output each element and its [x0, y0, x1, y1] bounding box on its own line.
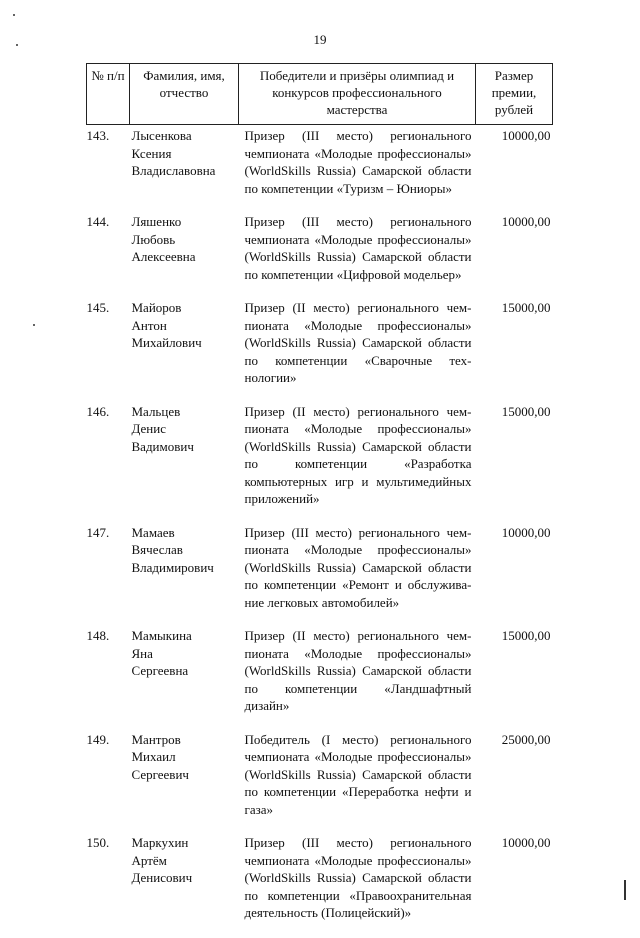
scan-speck — [33, 324, 35, 326]
table-row — [87, 127, 553, 213]
row-patronymic: Владиславовна — [131, 163, 216, 178]
row-first-name: Михаил — [131, 749, 176, 764]
row-number-text: 149. — [86, 731, 110, 747]
row-full-name — [130, 213, 239, 299]
row-amount: 10000,00 — [501, 128, 551, 143]
row-full-name — [130, 731, 239, 835]
row-number-text: 144. — [86, 214, 110, 229]
row-last-name: Мамыкина — [131, 628, 192, 643]
row-amount: 10000,00 — [501, 214, 551, 229]
row-last-name: Майоров — [131, 300, 182, 315]
prizes-table — [86, 63, 553, 938]
row-full-name — [130, 299, 239, 403]
row-number — [87, 213, 130, 299]
row-number — [87, 403, 130, 524]
table-row — [87, 834, 553, 938]
row-number — [87, 299, 130, 403]
row-last-name: Мантров — [131, 731, 181, 747]
row-patronymic: Вадимович — [131, 438, 194, 454]
row-number-text: 145. — [86, 300, 110, 315]
row-last-name: Лысенкова — [131, 128, 192, 143]
table-row — [87, 213, 553, 299]
row-achievement: Призер (III место) регионального чемпионата «Молодые профессионалы» (WorldSkills Russia) Самарской области по компетенции «Цифровой модельер» — [244, 214, 472, 282]
row-first-name: Вячеслав — [131, 542, 183, 557]
row-amount: 15000,00 — [501, 403, 551, 419]
table-row — [87, 299, 553, 403]
row-achievement: Призер (II место) регионального чемпионата «Молодые профессионалы» (WorldSkills Russia) Самарской области по компетенции «Разработка компьютерных игр и мультимедийных приложений» — [244, 403, 472, 506]
row-first-name: Денис — [131, 421, 166, 436]
header-achievement: Победители и призёры олимпиад и конкурсов профессионального мастерства — [239, 64, 476, 125]
row-achievement: Призер (II место) регионального чемпионата «Молодые профессионалы» (WorldSkills Russia) Самарской области по компетенции «Ландшафтный дизайн» — [244, 628, 472, 713]
row-number-text: 147. — [86, 524, 110, 540]
row-patronymic: Владимирович — [131, 559, 214, 575]
row-patronymic: Михайлович — [131, 335, 202, 350]
table-row — [87, 627, 553, 731]
row-first-name: Яна — [131, 645, 153, 661]
header-name: Фамилия, имя, отчество — [130, 64, 239, 125]
row-first-name: Любовь — [131, 231, 176, 247]
row-first-name: Артём — [131, 852, 167, 868]
row-achievement: Призер (III место) регионального чемпионата «Молодые профессионалы» (WorldSkills Russia) Самарской области по компетенции «Туризм – Юниоры» — [244, 128, 472, 196]
row-number — [87, 731, 130, 835]
row-full-name — [130, 627, 239, 731]
row-first-name: Ксения — [131, 145, 172, 161]
row-number — [87, 524, 130, 628]
scan-speck — [16, 44, 18, 46]
row-achievement: Победитель (I место) регионального чемпионата «Молодые профессионалы» (WorldSkills Russia) Самарской области по компетенции «Переработка нефти и газа» — [244, 731, 472, 817]
row-patronymic: Сергеевна — [131, 663, 189, 678]
row-patronymic: Алексеевна — [131, 249, 196, 264]
header-amount: Размер премии, рублей — [476, 64, 553, 125]
row-achievement: Призер (II место) регионального чемпионата «Молодые профессионалы» (WorldSkills Russia) Самарской области по компетенции «Сварочные технологии» — [244, 300, 472, 385]
row-last-name: Ляшенко — [131, 214, 182, 229]
row-first-name: Антон — [131, 317, 167, 333]
row-achievement: Призер (III место) регионального чемпионата «Молодые профессионалы» (WorldSkills Russia) Самарской области по компетенции «Ремонт и обслуживание легковых автомобилей» — [244, 524, 472, 610]
row-full-name — [130, 834, 239, 938]
table-row — [87, 524, 553, 628]
row-full-name — [130, 127, 239, 213]
row-number-text: 146. — [86, 403, 110, 419]
table-row — [87, 731, 553, 835]
scan-speck — [13, 14, 15, 16]
row-patronymic: Сергеевич — [131, 766, 189, 782]
row-amount: 10000,00 — [501, 524, 551, 540]
table-row — [87, 403, 553, 524]
row-number-text: 143. — [86, 128, 110, 143]
table-header — [87, 64, 553, 125]
row-number-text: 150. — [86, 835, 110, 850]
row-amount: 25000,00 — [501, 731, 551, 747]
row-amount: 15000,00 — [501, 628, 551, 643]
scan-speck — [624, 880, 626, 900]
row-number — [87, 627, 130, 731]
row-last-name: Маркухин — [131, 835, 189, 850]
row-amount: 15000,00 — [501, 300, 551, 315]
row-full-name — [130, 403, 239, 524]
row-patronymic: Денисович — [131, 870, 193, 885]
row-amount: 10000,00 — [501, 835, 551, 850]
row-achievement: Призер (III место) регионального чемпионата «Молодые профессионалы» (WorldSkills Russia) Самарской области по компетенции «Правоохранительная деятельность (Полицейский)» — [244, 835, 472, 920]
table-body — [87, 125, 553, 938]
row-full-name — [130, 524, 239, 628]
row-number — [87, 127, 130, 213]
row-number — [87, 834, 130, 938]
header-number: № п/п — [87, 64, 130, 125]
row-number-text: 148. — [86, 628, 110, 643]
row-last-name: Мальцев — [131, 403, 181, 419]
row-last-name: Мамаев — [131, 524, 175, 540]
page-number: 19 — [313, 32, 327, 47]
